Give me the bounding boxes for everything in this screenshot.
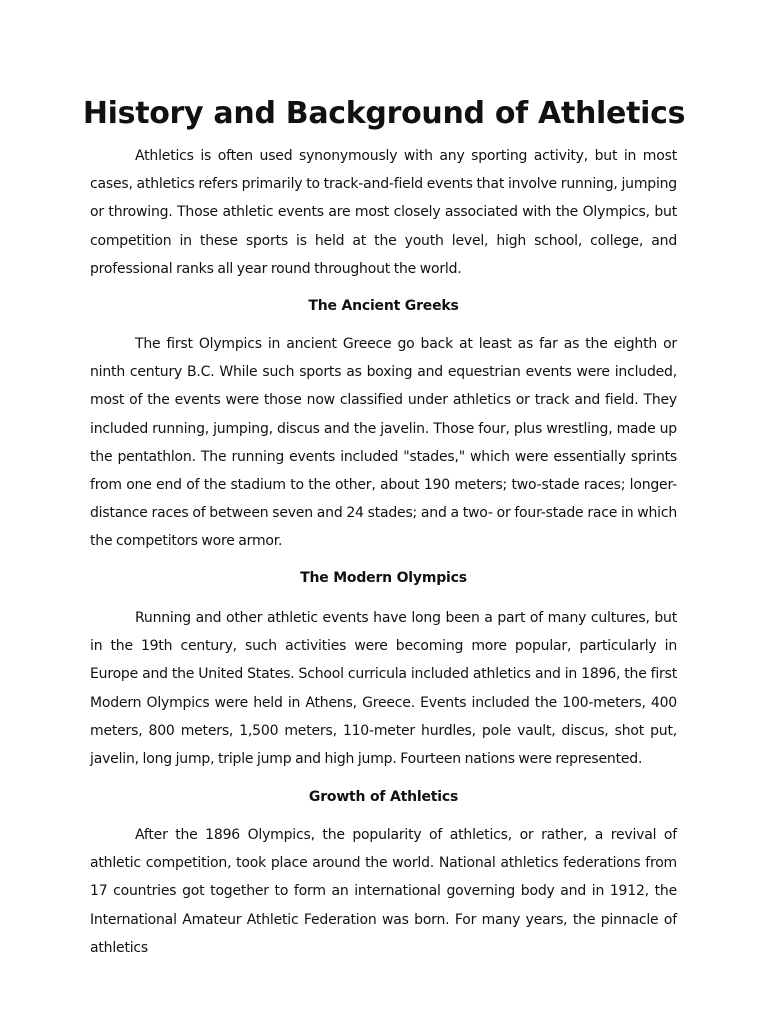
section-heading-ancient-greeks: The Ancient Greeks <box>308 298 459 314</box>
section-body-growth-of-athletics: After the 1896 Olympics, the popularity of athletics, or rather, a revival of athletic competition, took place around the world. National athletics federations from 17 countries got together to form an international governing body and in 1912, the International Amateur Athletic Federation was born. For many years, the pinnacle of athletics <box>90 827 677 956</box>
section-body-modern-olympics: Running and other athletic events have long been a part of many cultures, but in the 19th century, such activities were becoming more popular, particularly in Europe and the United States. School curricula included athletics and in 1896, the first Modern Olympics were held in Athens, Greece. Events included the 100-meters, 400 meters, 800 meters, 1,500 meters, 110-meter hurdles, pole vault, discus, shot put, javelin, long jump, triple jump and high jump. Fourteen nations were represented. <box>90 610 677 768</box>
document-title: History and Background of Athletics <box>82 96 686 131</box>
section-heading-growth-of-athletics: Growth of Athletics <box>308 789 459 805</box>
section-heading-modern-olympics: The Modern Olympics <box>300 570 467 586</box>
section-body-ancient-greeks: The first Olympics in ancient Greece go back at least as far as the eighth or ninth century B.C. While such sports as boxing and equestrian events were included, most of the events were those now classified under athletics or track and field. They included running, jumping, discus and the javelin. Those four, plus wrestling, made up the pentathlon. The running events included "stades," which were essentially sprints from one end of the stadium to the other, about 190 meters; two-stade races; longer-distance races of between seven and 24 stades; and a two- or four-stade race in which the competitors wore armor. <box>90 336 677 550</box>
intro-paragraph: Athletics is often used synonymously with any sporting activity, but in most cases, athletics refers primarily to track-and-field events that involve running, jumping or throwing. Those athletic events are most closely associated with the Olympics, but competition in these sports is held at the youth level, high school, college, and professional ranks all year round throughout the world. <box>90 148 677 277</box>
